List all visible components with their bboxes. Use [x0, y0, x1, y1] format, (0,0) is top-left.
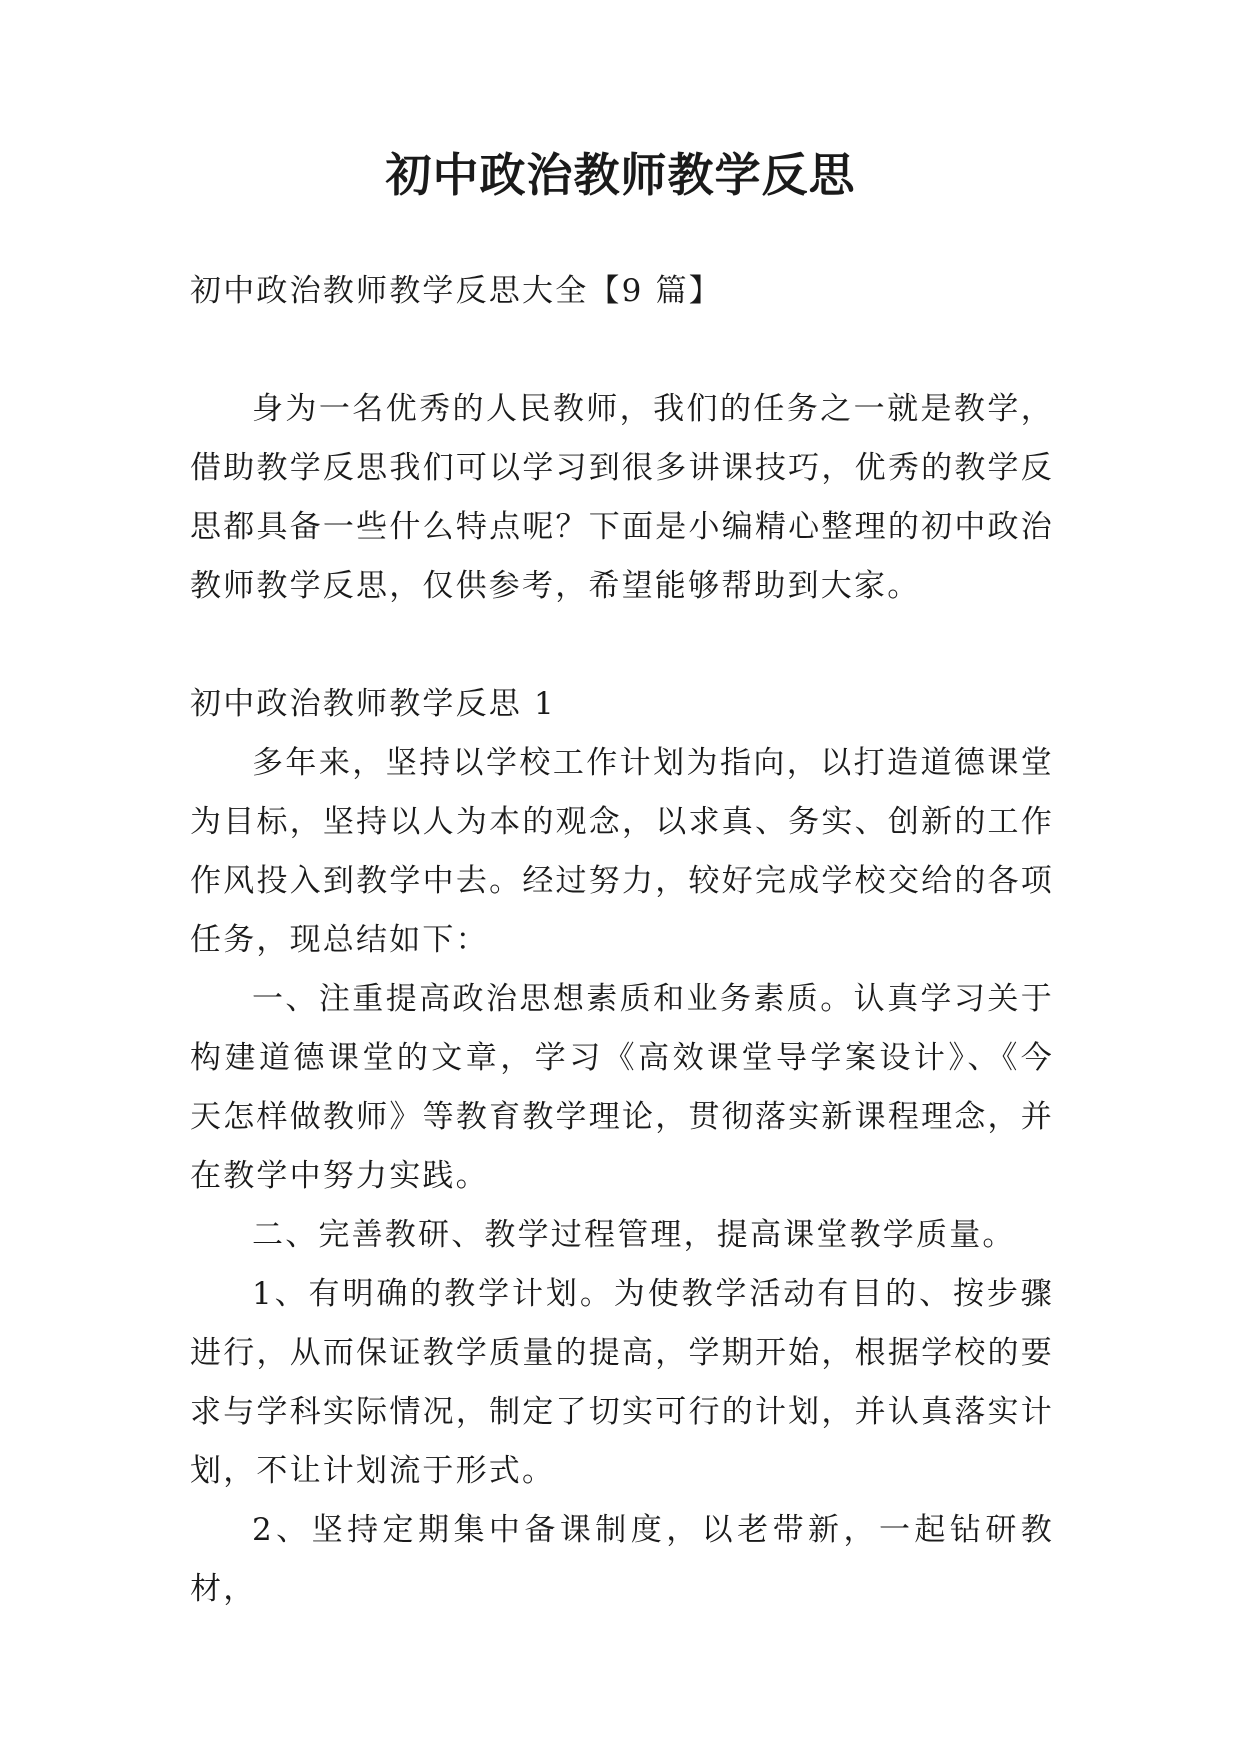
document-title: 初中政治教师教学反思 — [385, 148, 856, 202]
body-paragraph: 一、注重提高政治思想素质和业务素质。认真学习关于构建道德课堂的文章，学习《高效课堂导学案设计》、《今天怎样做教师》等教育教学理论，贯彻落实新课程理念，并在教学中努力实践。 — [190, 981, 1054, 1194]
section-heading: 初中政治教师教学反思 1 — [190, 686, 556, 722]
body-paragraph: 二、完善教研、教学过程管理，提高课堂教学质量。 — [252, 1217, 1016, 1253]
body-paragraph: 1、有明确的教学计划。为使教学活动有目的、按步骤进行，从而保证教学质量的提高，学期开始，根据学校的要求与学科实际情况，制定了切实可行的计划，并认真落实计划，不让计划流于形式。 — [190, 1276, 1054, 1489]
document-body — [190, 262, 1054, 1619]
body-paragraph: 多年来，坚持以学校工作计划为指向，以打造道德课堂为目标，坚持以人为本的观念，以求真、务实、创新的工作作风投入到教学中去。经过努力，较好完成学校交给的各项任务，现总结如下： — [190, 745, 1054, 958]
body-paragraph: 2、坚持定期集中备课制度，以老带新，一起钻研教材， — [190, 1512, 1054, 1607]
document-subtitle: 初中政治教师教学反思大全【9 篇】 — [190, 273, 722, 309]
intro-paragraph: 身为一名优秀的人民教师，我们的任务之一就是教学，借助教学反思我们可以学习到很多讲课技巧，优秀的教学反思都具备一些什么特点呢？下面是小编精心整理的初中政治教师教学反思，仅供参考，希望能够帮助到大家。 — [190, 391, 1054, 604]
